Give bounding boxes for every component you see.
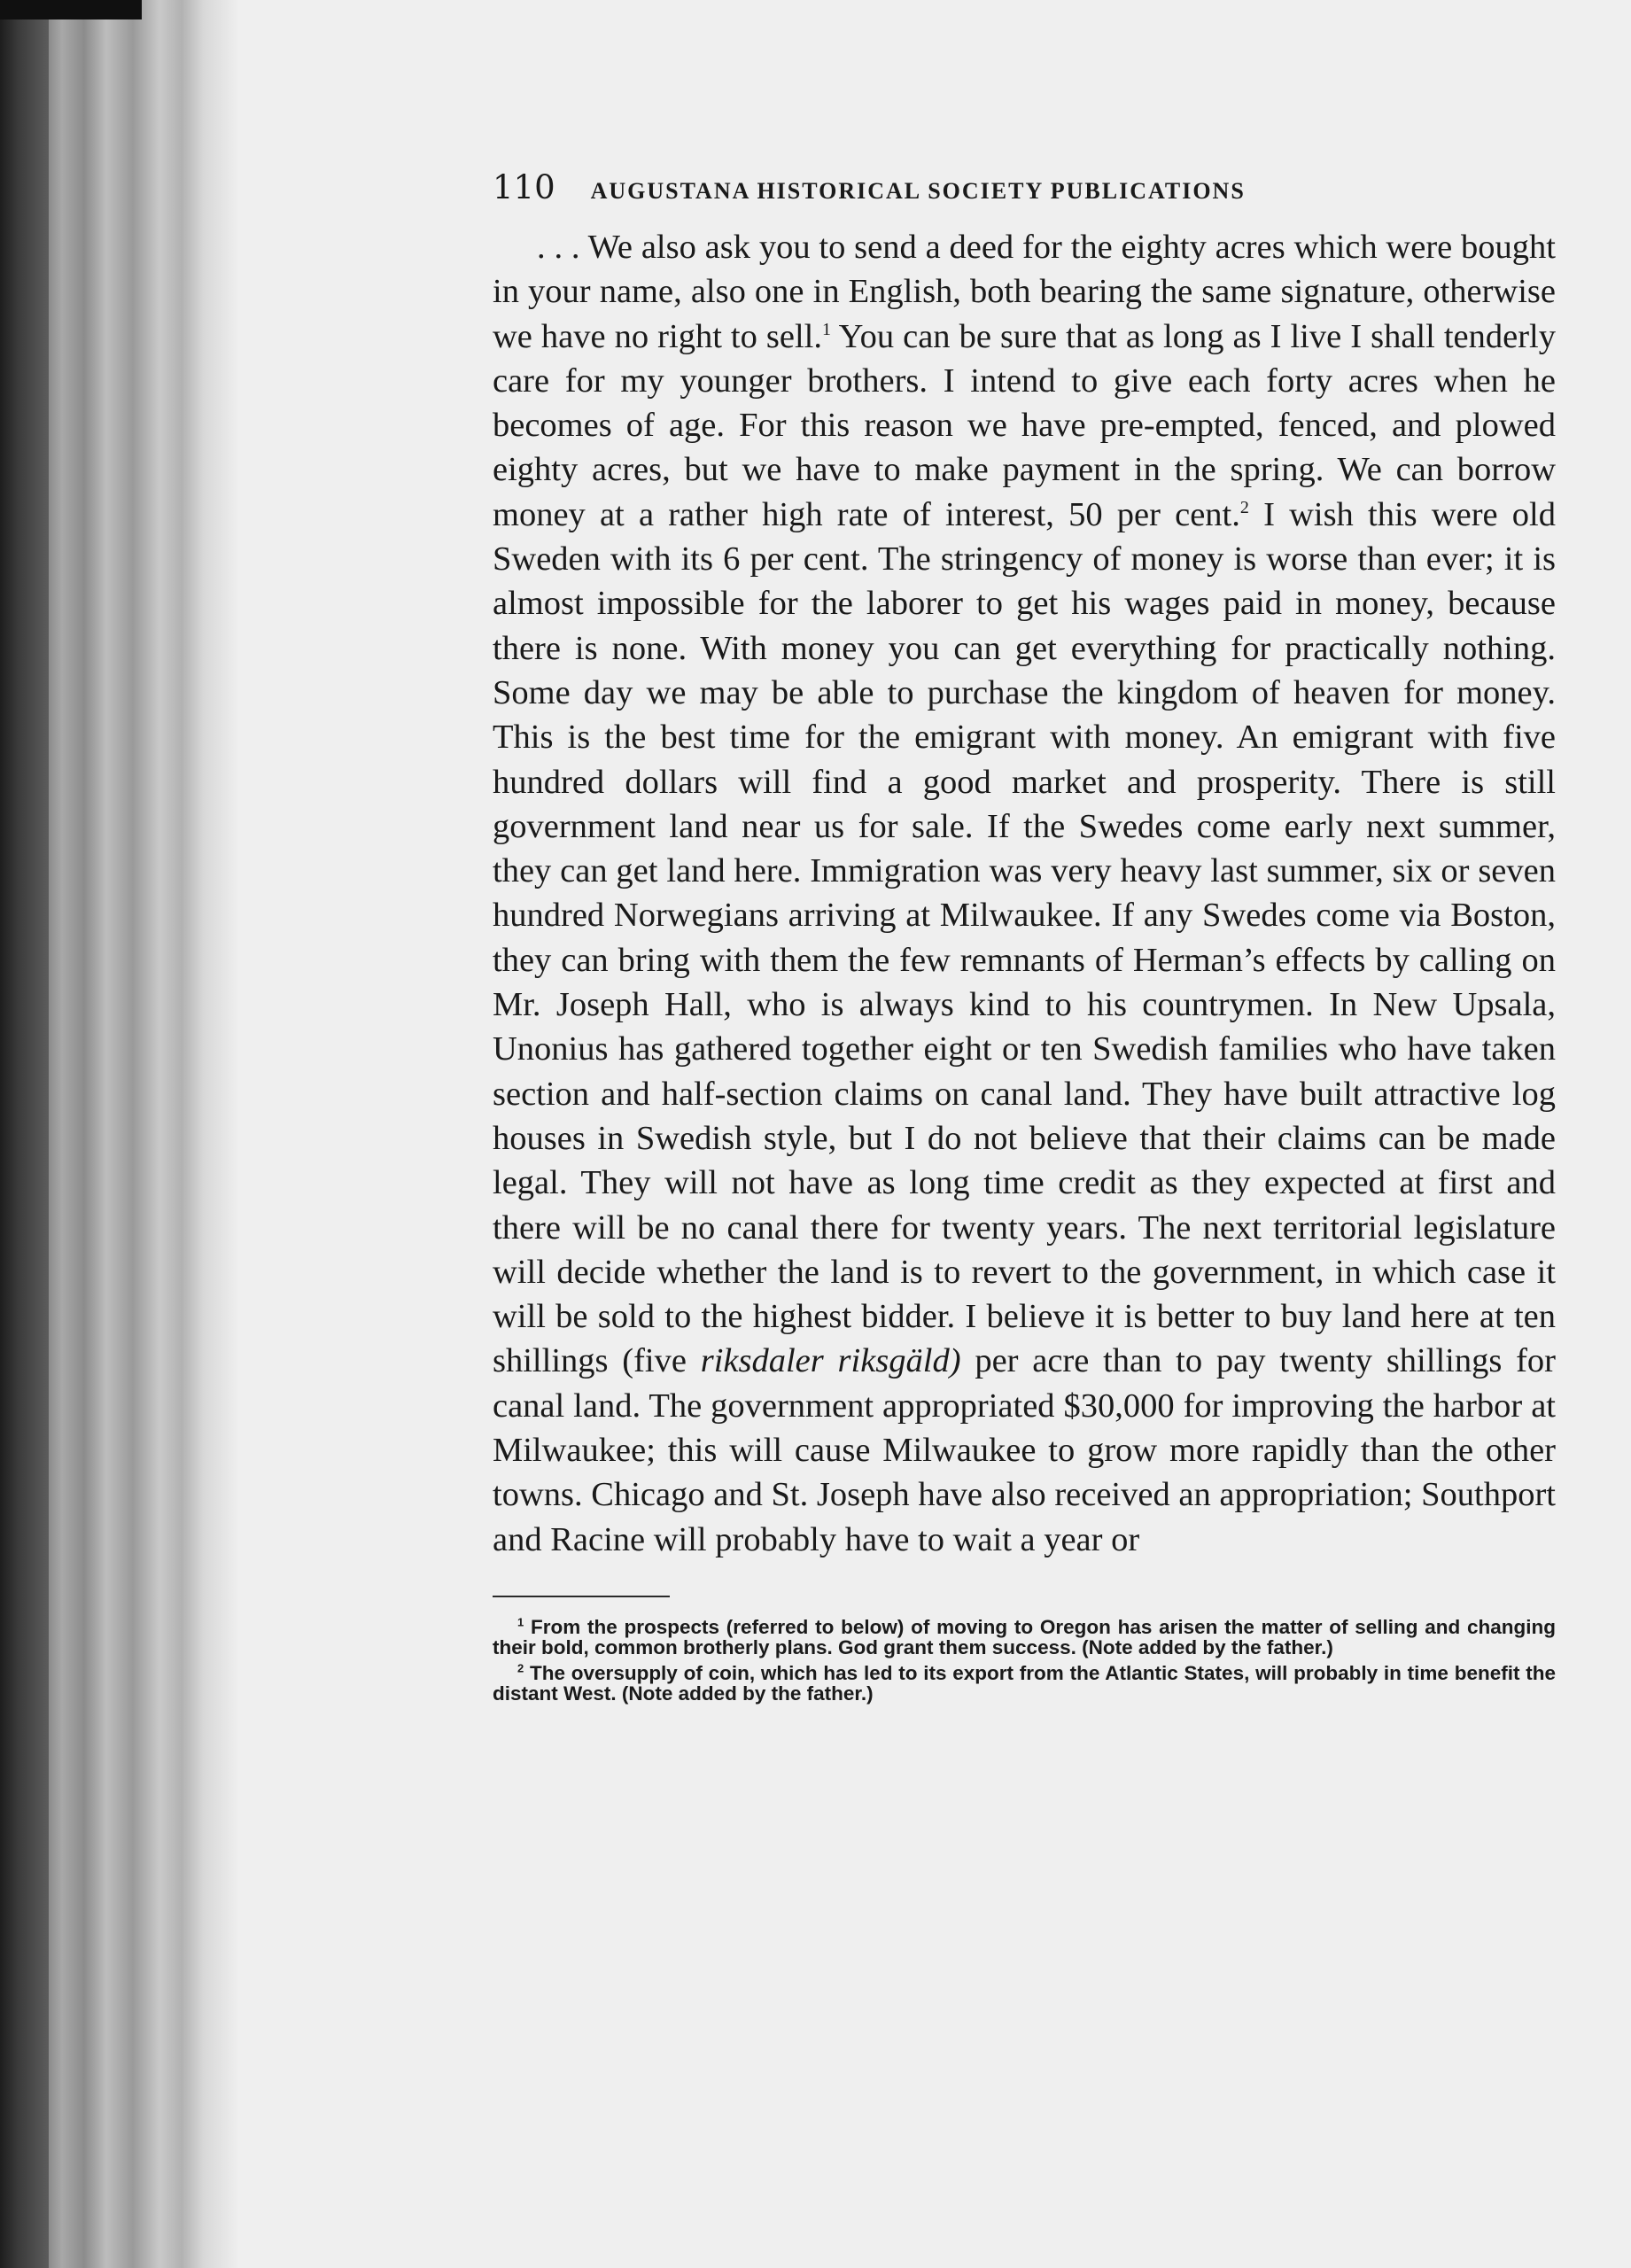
binding-top-edge	[0, 0, 142, 19]
running-title: AUGUSTANA HISTORICAL SOCIETY PUBLICATIONS	[590, 178, 1246, 204]
footnotes	[493, 1617, 1556, 1704]
body-text-part-1: . . . We also ask you to send a deed for the eighty acres which were bought in your name, also one in English, both bearing the same signature, otherwise we have no right to sell.	[493, 229, 1556, 355]
footnote-ref-1: 1	[822, 319, 832, 339]
footnote-marker-2: 2	[517, 1661, 524, 1675]
book-page	[493, 168, 1556, 1709]
footnote-text-1: From the prospects (referred to below) of moving to Oregon has arisen the matter of selling and changing their bold, common brotherly plans. God grant them success. (Note added by the father.)	[493, 1616, 1556, 1659]
body-text-part-2: You can be sure that as long as I live I shall tenderly care for my younger brothers. I intend to give each forty acres when he becomes of age. For this reason we have pre-empted, fenced, and plowed eighty acres, but we have to make payment in the spring. We can borrow money at a rather high rate of interest, 50 per cent.	[493, 317, 1556, 533]
body-paragraph	[493, 225, 1556, 1562]
footnote-ref-2: 2	[1239, 497, 1249, 517]
body-text-part-3: I wish this were old Sweden with its 6 per cent. The stringency of money is worse than ever; it is almost impossible for the laborer to get his wages paid in money, because there is none. With money you can get everything for practically nothing. Some day we may be able to purchase the kingdom of heaven for money. This is the best time for the emigrant with money. An emigrant with five hundred dollars will find a good market and prosperity. There is still government land near us for sale. If the Swedes come early next summer, they can get land here. Immigration was very heavy last summer, six or seven hundred Norwegians arriving at Milwaukee. If any Swedes come via Boston, they can bring with them the few remnants of Herman’s effects by calling on Mr. Joseph Hall, who is always kind to his countrymen. In New Upsala, Unonius has gathered together eight or ten Swedish families who have taken section and half-section claims on canal land. They have built attractive log houses in Swedish style, but I do not believe that their claims can be made legal. They will not have as long time credit as they expected at first and there will be no canal there for twenty years. The next territorial legislature will decide whether the land is to revert to the government, in which case it will be sold to the highest bidder. I believe it is better to buy land here at ten shillings (five	[493, 495, 1556, 1380]
book-spine-shadow	[0, 0, 49, 2268]
body-text-part-4: per acre than to pay twenty shillings for canal land. The government appropriated $30,000 for improving the harbor at Milwaukee; this will cause Milwaukee to grow more rapidly than the other towns. Chicago and St. Joseph have also received an appropriation; Southport and Racine will probably have to wait a year or	[493, 1342, 1556, 1558]
running-head	[493, 168, 1556, 221]
footnote-2	[493, 1663, 1556, 1704]
body-text-italic: riksdaler riksgäld)	[700, 1342, 961, 1380]
footnote-divider	[493, 1596, 670, 1597]
footnote-1	[493, 1617, 1556, 1658]
page-number: 110	[493, 168, 555, 206]
footnote-marker-1: 1	[517, 1615, 524, 1629]
footnote-text-2: The oversupply of coin, which has led to its export from the Atlantic States, will probably in time benefit the distant West. (Note added by the father.)	[493, 1662, 1556, 1705]
